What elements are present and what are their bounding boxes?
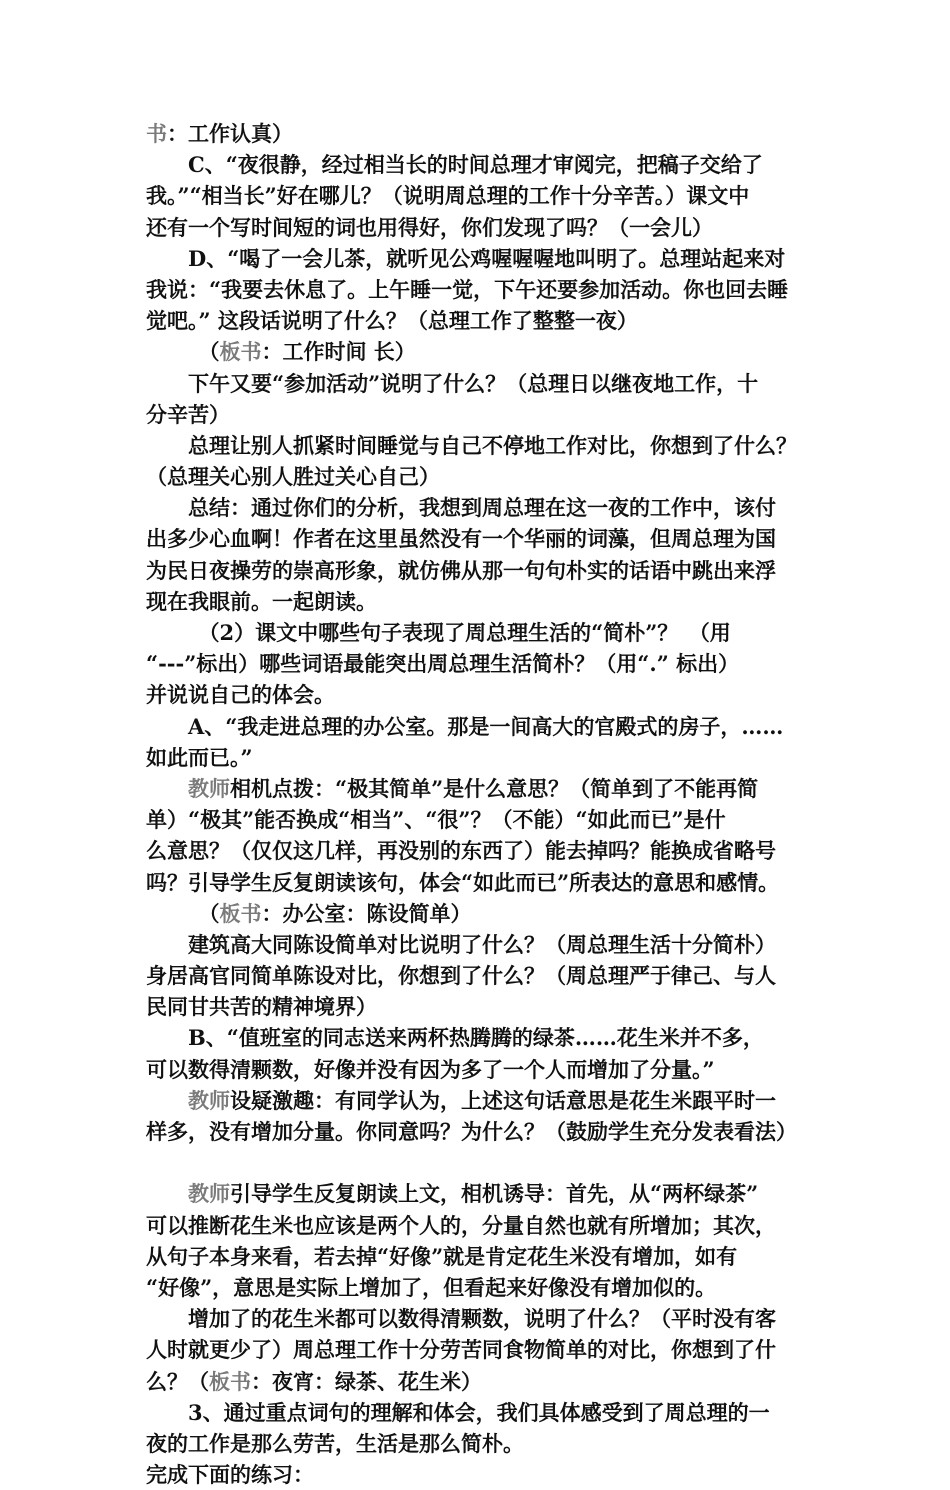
text-line: （板书：工作时间 长） bbox=[146, 339, 416, 365]
highlight-label: 教师 bbox=[188, 1181, 230, 1207]
text-line: 3、通过重点词句的理解和体会，我们具体感受到了周总理的一 bbox=[146, 1399, 770, 1425]
text-line: （2）课文中哪些句子表现了周总理生活的“简朴”？ （用 bbox=[146, 620, 731, 645]
text-line: 可以数得清颗数，好像并没有因为多了一个人而增加了分量。” bbox=[146, 1056, 715, 1082]
text-line: 分辛苦） bbox=[146, 401, 230, 427]
text-line: 人时就更少了）周总理工作十分劳苦同食物简单的对比，你想到了什 bbox=[146, 1337, 776, 1363]
text-line: 单）“极其”能否换成“相当”、“很”？（不能）“如此而已”是什 bbox=[146, 807, 726, 833]
text-line: 身居高官同简单陈设对比，你想到了什么？（周总理严于律己、与人 bbox=[146, 963, 776, 989]
highlight-label: 书 bbox=[146, 121, 167, 146]
text-line: 出多少心血啊！作者在这里虽然没有一个华丽的词藻，但周总理为国 bbox=[146, 526, 776, 552]
text-line: 建筑高大同陈设简单对比说明了什么？（周总理生活十分简朴） bbox=[146, 931, 776, 957]
highlight-label: 板书 bbox=[219, 339, 262, 365]
highlight-label: 教师 bbox=[188, 775, 230, 801]
text-line: 总结：通过你们的分析，我想到周总理在这一夜的工作中，该付 bbox=[146, 495, 776, 521]
text-line: 觉吧。” 这段话说明了什么？（总理工作了整整一夜） bbox=[146, 308, 638, 334]
text-line: 我说：“我要去休息了。上午睡一觉，下午还要参加活动。你也回去睡 bbox=[146, 276, 789, 302]
document-body bbox=[146, 118, 810, 1490]
text-line: 书：工作认真） bbox=[146, 121, 293, 146]
text-line: 教师设疑激趣：有同学认为，上述这句话意思是花生米跟平时一 bbox=[188, 1087, 776, 1113]
text-line: 为民日夜操劳的崇高形象，就仿佛从那一句句朴实的话语中跳出来浮 bbox=[146, 557, 776, 583]
text-line: 夜的工作是那么劳苦，生活是那么简朴。 bbox=[146, 1430, 524, 1456]
text-line: 么？（板书：夜宵：绿茶、花生米） bbox=[146, 1368, 482, 1394]
text-line: 么意思？（仅仅这几样，再没别的东西了）能去掉吗？能换成省略号 bbox=[146, 838, 776, 864]
text-line: 还有一个写时间短的词也用得好，你们发现了吗？（一会儿） bbox=[146, 214, 713, 240]
text-line: 可以推断花生米也应该是两个人的，分量自然也就有所增加；其次， bbox=[146, 1212, 776, 1238]
text-line: B、“值班室的同志送来两杯热腾腾的绿茶……花生米并不多， bbox=[146, 1025, 764, 1051]
text-line: （总理关心别人胜过关心自己） bbox=[146, 464, 440, 490]
text-line: 现在我眼前。一起朗读。 bbox=[146, 588, 377, 614]
text-line: 样多，没有增加分量。你同意吗？为什么？（鼓励学生充分发表看法） bbox=[146, 1119, 797, 1144]
text-line: （板书：办公室：陈设简单） bbox=[146, 900, 472, 926]
highlight-label: 板书 bbox=[219, 900, 262, 926]
highlight-label: 教师 bbox=[188, 1087, 230, 1113]
text-line: 教师引导学生反复朗读上文，相机诱导：首先，从“两杯绿茶” bbox=[188, 1181, 759, 1207]
text-line: 从句子本身来看，若去掉“好像”就是肯定花生米没有增加，如有 bbox=[146, 1243, 738, 1269]
text-line: 教师相机点拨：“极其简单”是什么意思？（简单到了不能再简 bbox=[188, 775, 759, 801]
text-line: 吗？引导学生反复朗读该句，体会“如此而已”所表达的意思和感情。 bbox=[146, 869, 780, 895]
text-line: A、“我走进总理的办公室。那是一间高大的官殿式的房子，…… bbox=[146, 713, 784, 739]
text-line: 下午又要“参加活动”说明了什么？（总理日以继夜地工作，十 bbox=[146, 370, 759, 396]
text-line: 增加了的花生米都可以数得清颗数，说明了什么？（平时没有客 bbox=[146, 1306, 776, 1332]
highlight-label: 板书 bbox=[209, 1368, 251, 1394]
text-line: 民同甘共苦的精神境界） bbox=[146, 994, 377, 1020]
text-line bbox=[146, 1147, 810, 1178]
text-line: 我。”“相当长”好在哪儿？（说明周总理的工作十分辛苦。）课文中 bbox=[146, 183, 750, 209]
text-line: 总理让别人抓紧时间睡觉与自己不停地工作对比，你想到了什么？ bbox=[146, 432, 797, 458]
text-line: 并说说自己的体会。 bbox=[146, 682, 335, 708]
text-line: D、“喝了一会儿茶，就听见公鸡喔喔喔地叫明了。总理站起来对 bbox=[146, 245, 786, 271]
text-line: 如此而已。” bbox=[146, 744, 253, 770]
text-line: 完成下面的练习： bbox=[146, 1462, 314, 1488]
text-line: “---”标出）哪些词语最能突出周总理生活简朴？（用“.” 标出） bbox=[146, 651, 740, 677]
text-line: C、“夜很静，经过相当长的时间总理才审阅完，把稿子交给了 bbox=[146, 152, 763, 178]
text-line: “好像”，意思是实际上增加了，但看起来好像没有增加似的。 bbox=[146, 1274, 717, 1300]
